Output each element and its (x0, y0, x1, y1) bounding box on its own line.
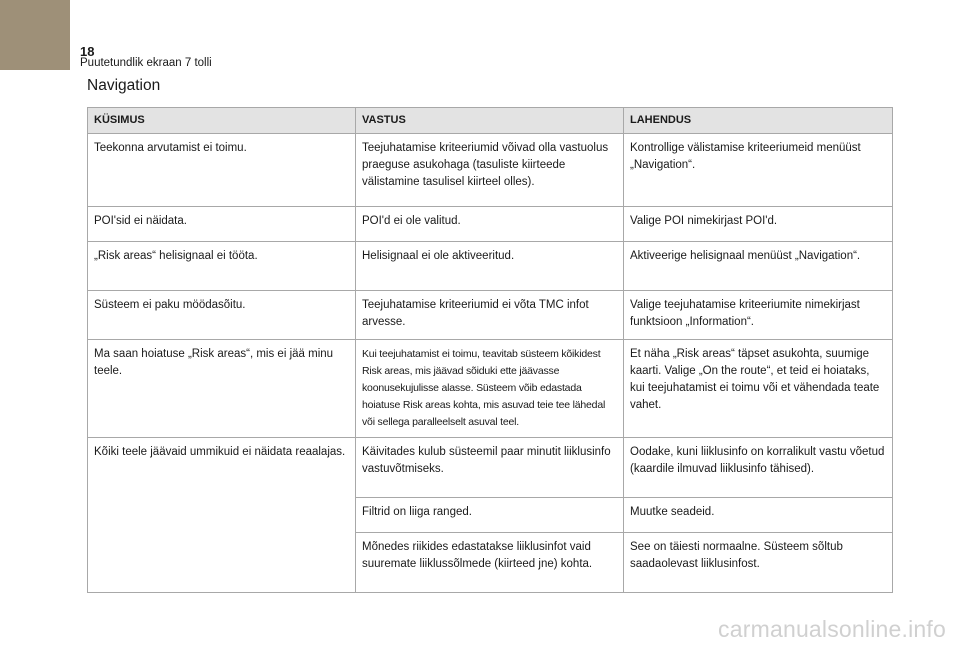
question-cell: Süsteem ei paku möödasõitu. (88, 291, 356, 340)
solution-cell: See on täiesti normaalne. Süsteem sõltub saadaolevast liiklusinfost. (624, 533, 893, 593)
page-number: 18 (80, 44, 95, 59)
table-row (88, 291, 893, 340)
table-header-row (88, 108, 893, 134)
watermark: carmanualsonline.info (718, 616, 946, 642)
answer-cell: Käivitades kulub süsteemil paar minutit liiklusinfo vastuvõtmiseks. (356, 438, 624, 498)
column-header-answer: VASTUS (356, 108, 624, 134)
answer-cell: Filtrid on liiga ranged. (356, 498, 624, 533)
answer-cell: POI'd ei ole valitud. (356, 207, 624, 242)
question-cell: Kõiki teele jäävaid ummikuid ei näidata reaalajas. (88, 438, 356, 593)
table-row (88, 340, 893, 438)
solution-cell: Valige teejuhatamise kriteeriumite nimekirjast funktsioon „Information“. (624, 291, 893, 340)
answer-cell: Kui teejuhatamist ei toimu, teavitab süsteem kõikidest Risk areas, mis jäävad sõiduki ette jäävasse koonusekujulisse alasse. Süsteem võib edastada hoiatuse Risk areas kohta, mis asuvad teie tee lähedal või sellega paralleelselt asuval teel. (356, 340, 624, 438)
table-row (88, 242, 893, 291)
solution-cell: Oodake, kuni liiklusinfo on korralikult vastu võetud (kaardile ilmuvad liiklusinfo tähised). (624, 438, 893, 498)
table-row (88, 438, 893, 498)
table-row (88, 134, 893, 207)
answer-cell: Mõnedes riikides edastatakse liiklusinfot vaid suuremate liiklussõlmede (kiirteed jne) kohta. (356, 533, 624, 593)
solution-cell: Muutke seadeid. (624, 498, 893, 533)
question-cell: Teekonna arvutamist ei toimu. (88, 134, 356, 207)
question-cell: „Risk areas“ helisignaal ei tööta. (88, 242, 356, 291)
question-cell: POI'sid ei näidata. (88, 207, 356, 242)
answer-cell: Helisignaal ei ole aktiveeritud. (356, 242, 624, 291)
section-title: Navigation (87, 77, 161, 94)
answer-cell: Teejuhatamise kriteeriumid ei võta TMC infot arvesse. (356, 291, 624, 340)
answer-cell: Teejuhatamise kriteeriumid võivad olla vastuolus praeguse asukohaga (tasuliste kiirteede välistamine tasulisel kiirteel olles). (356, 134, 624, 207)
column-header-question: KÜSIMUS (88, 108, 356, 134)
question-cell: Ma saan hoiatuse „Risk areas“, mis ei jää minu teele. (88, 340, 356, 438)
solution-cell: Kontrollige välistamise kriteeriumeid menüüst „Navigation“. (624, 134, 893, 207)
table-row (88, 207, 893, 242)
solution-cell: Aktiveerige helisignaal menüüst „Navigation“. (624, 242, 893, 291)
corner-tab (0, 0, 70, 70)
column-header-solution: LAHENDUS (624, 108, 893, 134)
troubleshooting-table (87, 107, 893, 593)
solution-cell: Et näha „Risk areas“ täpset asukohta, suumige kaarti. Valige „On the route“, et teid ei hoiataks, kui teejuhatamist ei toimu või et vähendada teate vahet. (624, 340, 893, 438)
solution-cell: Valige POI nimekirjast POI'd. (624, 207, 893, 242)
section-label: Puutetundlik ekraan 7 tolli (80, 57, 212, 69)
